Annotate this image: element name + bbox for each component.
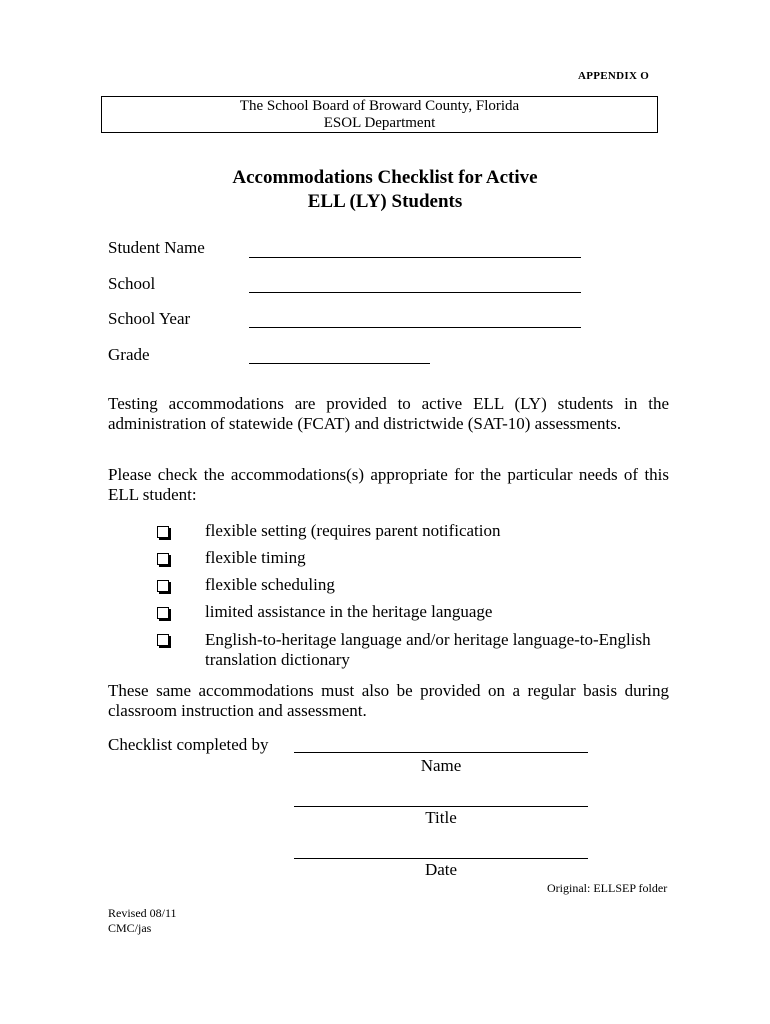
school-year-field[interactable] [249, 327, 581, 328]
checklist-item-translation-dictionary: English-to-heritage language and/or heritage language-to-English translation dictionary [205, 630, 651, 669]
header-school-board: The School Board of Broward County, Florida [239, 98, 520, 114]
student-name-label: Student Name [108, 238, 205, 257]
date-caption: Date [424, 860, 458, 879]
name-caption: Name [420, 756, 462, 775]
classroom-paragraph: These same accommodations must also be provided on a regular basis during classroom instruction and assessment. [108, 681, 669, 720]
title-caption: Title [425, 808, 457, 827]
grade-label: Grade [108, 345, 150, 364]
school-label: School [108, 274, 156, 293]
title-field[interactable] [294, 806, 588, 807]
school-year-label: School Year [108, 309, 191, 328]
header-department: ESOL Department [323, 115, 436, 131]
header-box [101, 96, 658, 133]
checkbox-limited-assistance[interactable] [157, 607, 169, 619]
grade-field[interactable] [249, 363, 430, 364]
date-field[interactable] [294, 858, 588, 859]
page-title [0, 166, 770, 214]
completed-by-name-field[interactable] [294, 752, 588, 753]
footer [108, 906, 177, 936]
completed-by-label: Checklist completed by [108, 735, 269, 754]
appendix-label: APPENDIX O [578, 70, 650, 82]
title-line-2: ELL (LY) Students [307, 191, 463, 212]
instruction-paragraph: Please check the accommodations(s) appropriate for the particular needs of this ELL student: [108, 465, 669, 504]
title-line-1: Accommodations Checklist for Active [232, 167, 538, 188]
school-field[interactable] [249, 292, 581, 293]
author-initials: CMC/jas [108, 921, 152, 935]
checkbox-flexible-setting[interactable] [157, 526, 169, 538]
checkbox-flexible-timing[interactable] [157, 553, 169, 565]
original-note: Original: ELLSEP folder [547, 881, 668, 895]
checklist-item-flexible-timing: flexible timing [205, 548, 306, 567]
checkbox-translation-dictionary[interactable] [157, 634, 169, 646]
student-name-field[interactable] [249, 257, 581, 258]
checklist-item-flexible-scheduling: flexible scheduling [205, 575, 335, 594]
checkbox-flexible-scheduling[interactable] [157, 580, 169, 592]
checklist-item-limited-assistance: limited assistance in the heritage language [205, 602, 493, 621]
intro-paragraph: Testing accommodations are provided to active ELL (LY) students in the administration of statewide (FCAT) and districtwide (SAT-10) assessments. [108, 394, 669, 433]
checklist-item-flexible-setting: flexible setting (requires parent notification [205, 521, 501, 540]
revised-date: Revised 08/11 [108, 906, 177, 920]
